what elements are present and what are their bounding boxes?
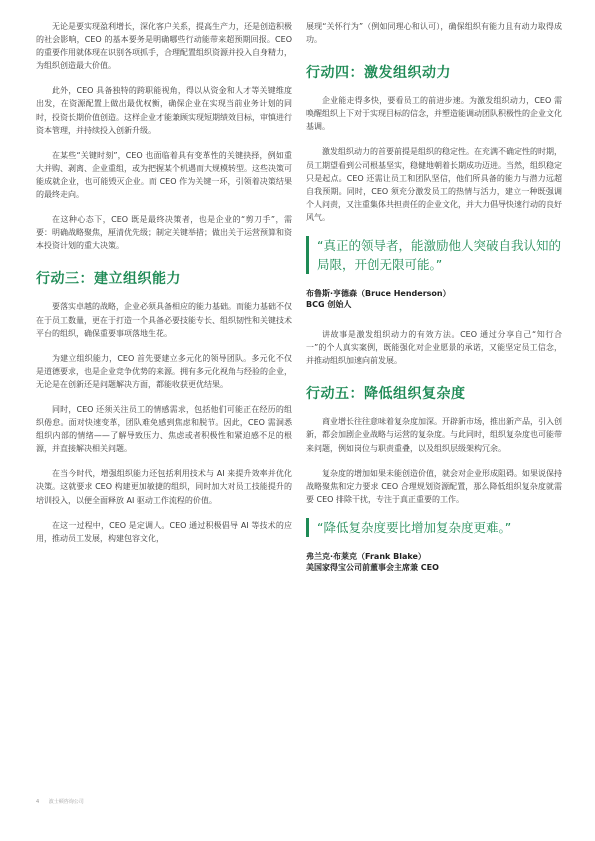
- paragraph: 激发组织动力的首要前提是组织的稳定性。在充满不确定性的时期，员工期望看到公司根基坚实，稳健地朝着长期成功迈进。当然，组织稳定只是起点。CEO 还需让员工和团队坚信，他们所具备的能力与潜力远超自我预期。同时，CEO 须充分激发员工的热情与活力，建立一种既强调个人问责，又注重集体共担责任的企业文化，并大力倡导快速行动的良好风气。: [306, 147, 562, 222]
- paragraph-continued: 展现“关怀行为”（例如同理心和认可），确保组织有能力且有动力取得成功。: [306, 22, 562, 45]
- page-footer: [36, 798, 92, 805]
- left-column: [36, 20, 292, 557]
- quote-author-role: 美国家得宝公司前董事会主席兼 CEO: [306, 562, 439, 572]
- paragraph: 同时，CEO 还须关注员工的情感需求，包括他们可能正在经历的组织倦怠。面对快速变革，团队难免感到焦虑和脱节。因此，CEO 需洞悉组织内部的情绪——了解导致压力、焦虑或者积极性和紧迫感不足的根源，并直接解决相关问题。: [36, 404, 292, 454]
- right-column: [306, 20, 562, 591]
- paragraph: 此外，CEO 具备独特的跨职能视角，得以从资金和人才等关键维度出发，在资源配置上做出最优权衡，确保企业在实现当前业务计划的同时，投资长期价值创造。这样企业才能兼顾实现短期绩效目标，审慎进行资本管理，并持续投入创新升级。: [36, 86, 292, 135]
- section-heading-action-4: 行动四：激发组织动力: [306, 65, 451, 82]
- paragraph: 无论是要实现盈利增长，深化客户关系，提高生产力，还是创造积极的社会影响，CEO 的基本要务是明确哪些行动能带来超预期回报。CEO 的重要作用就体现在识别各项抓手，合理配置组织资源并投入自身精力，为组织创造最大价值。: [36, 22, 292, 71]
- paragraph: 企业能走得多快，要看员工的前进步速。为激发组织动力，CEO 需唤醒组织上下对于实现目标的信念，并塑造能调动团队积极性的企业文化基调。: [306, 96, 562, 132]
- paragraph: 在某些“关键时刻”，CEO 也面临着具有变革性的关键抉择，例如重大并购、剥离、企业重组，或为把握某个机遇而大规模转型。这些决策可能成就企业，也可能毁灭企业。而 CEO 作为关键一环，引领着决策结果的最终走向。: [36, 150, 292, 200]
- section-heading-action-5: 行动五：降低组织复杂度: [306, 386, 466, 403]
- publisher-name: 波士顿咨询公司: [48, 799, 84, 805]
- paragraph: 在这一过程中，CEO 是定调人。CEO 通过积极倡导 AI 等技术的应用，推动员工发展，构建包容文化，: [36, 520, 292, 543]
- page-number: 4: [36, 799, 40, 805]
- pull-quote: “真正的领导者，能激励他人突破自我认知的局限，开创无限可能。”: [306, 236, 562, 274]
- quote-author: 布鲁斯·亨德森（Bruce Henderson）: [306, 289, 451, 299]
- paragraph: 要落实卓越的战略，企业必须具备相应的能力基础。而能力基础不仅在于员工数量，更在于打造一个具备必要技能专长、组织韧性和关键技术平台的组织，确保重要事项落地生花。: [36, 302, 292, 338]
- pull-quote: “降低复杂度要比增加复杂度更难。”: [306, 518, 562, 537]
- paragraph: 复杂度的增加如果未能创造价值，就会对企业形成阻碍。如果说保持战略聚焦和定力要求 CEO 合理规划资源配置，那么降低组织复杂度就需要 CEO 排除干扰，专注于真正重要的工作。: [306, 468, 562, 504]
- paragraph: 为建立组织能力，CEO 首先要建立多元化的领导团队。多元化不仅是道德要求，也是企业竞争优势的来源。拥有多元化视角与经验的企业，无论是在创新还是问题解决方面，都能收获更优结果。: [36, 353, 292, 389]
- paragraph: 在这种心态下，CEO 既是最终决策者，也是企业的“剪刀手”，需要：明确战略聚焦，厘清优先级；制定关键举措；做出关于运营预算和资本投资计划的重大决策。: [36, 215, 292, 251]
- quote-author-role: BCG 创始人: [306, 300, 352, 310]
- quote-author: 弗兰克·布莱克（Frank Blake）: [306, 551, 426, 561]
- paragraph: 在当今时代，增强组织能力还包括利用技术与 AI 来提升效率并优化决策。这就要求 CEO 构建更加敏捷的组织，同时加大对员工技能提升的培训投入，以便全面释放 AI 驱动工作流程的价值。: [36, 469, 292, 505]
- paragraph: 商业增长往往意味着复杂度加深。开辟新市场，推出新产品，引入创新，都会加剧企业战略与运营的复杂度。与此同时，组织复杂度也可能带来问题，例如岗位与职责重叠，以及组织层级架构冗余。: [306, 417, 562, 453]
- section-heading-action-3: 行动三：建立组织能力: [36, 271, 181, 288]
- paragraph: 讲故事是激发组织动力的有效方法。CEO 通过分享自己“知行合一”的个人真实案例，既能强化对企业愿景的承诺，又能坚定员工信念，并推动组织加速向前发展。: [306, 330, 562, 366]
